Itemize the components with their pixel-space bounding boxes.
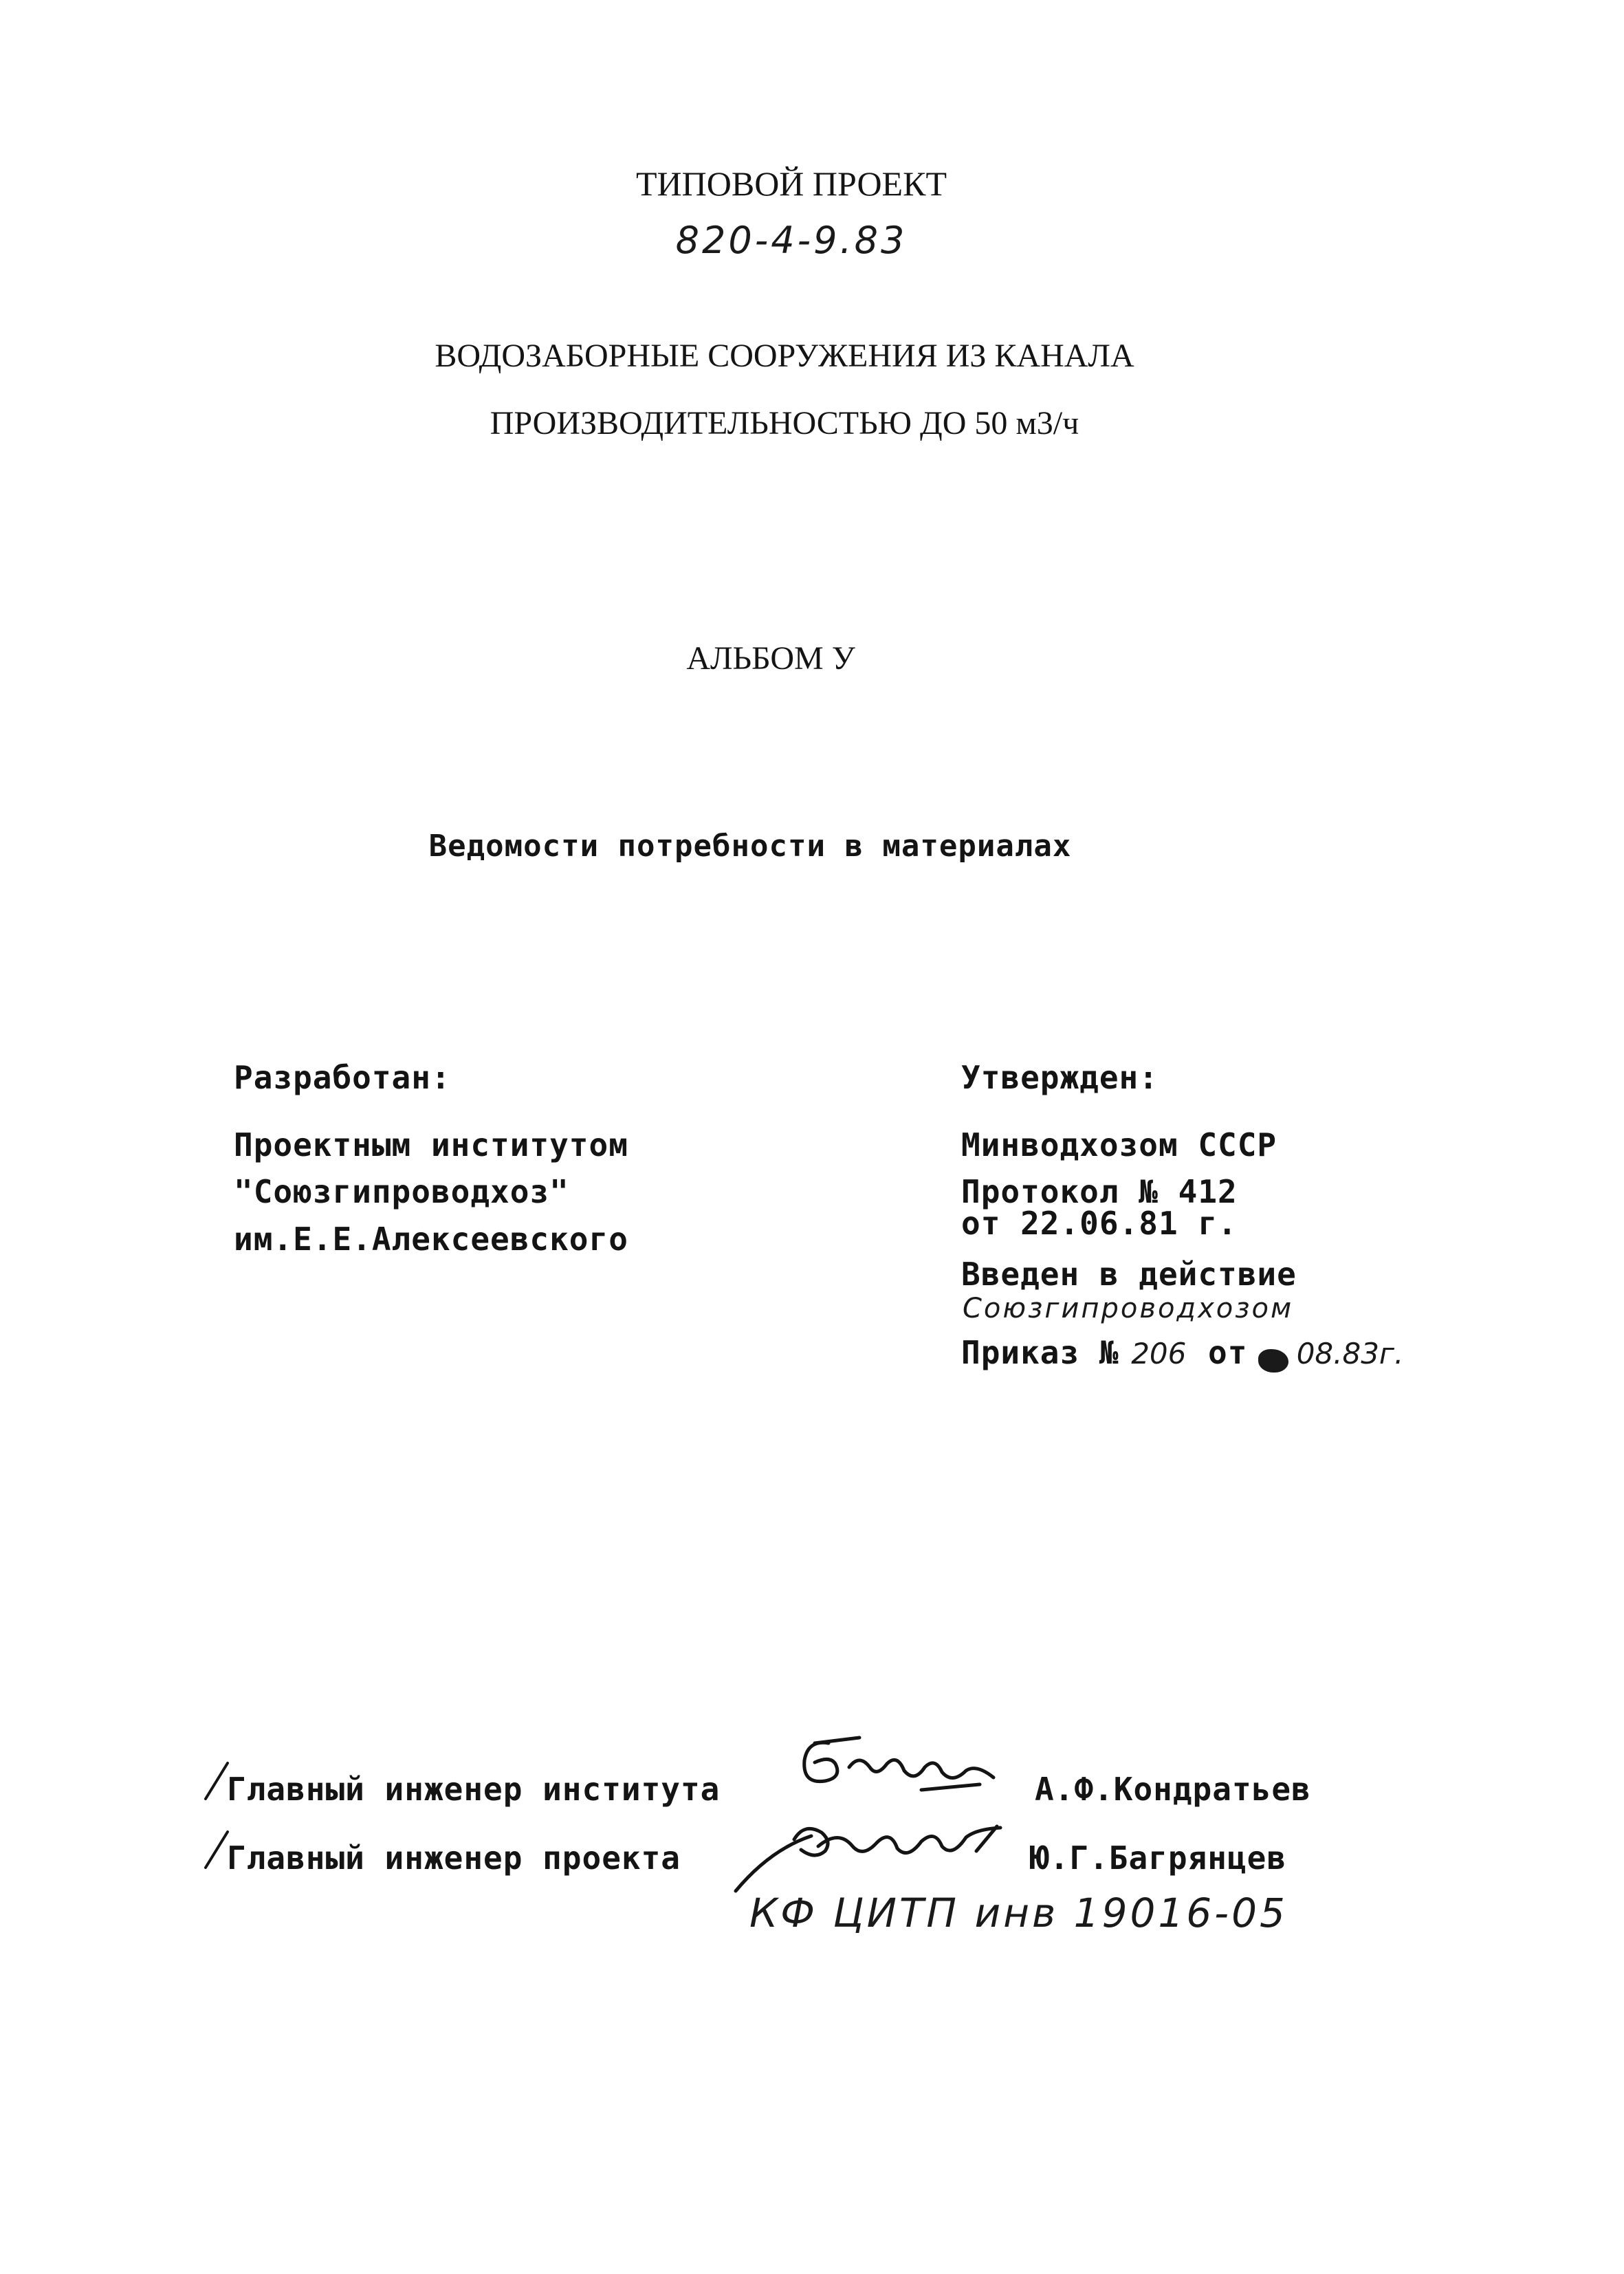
title-line-1: ВОДОЗАБОРНЫЕ СООРУЖЕНИЯ ИЗ КАНАЛА bbox=[435, 338, 1134, 374]
inventory-note: КФ ЦИТП инв 19016-05 bbox=[749, 1890, 1288, 1936]
document-subtitle: Ведомости потребности в материалах bbox=[428, 829, 1072, 864]
order-line bbox=[961, 1334, 1403, 1373]
order-prefix: Приказ № bbox=[961, 1334, 1119, 1371]
signature-2-name: Ю.Г.Багрянцев bbox=[1030, 1839, 1287, 1877]
approved-line-5-handwritten: Союзгипроводхозом bbox=[963, 1293, 1294, 1324]
developed-line-1: Проектным институтом bbox=[234, 1126, 628, 1163]
slash-mark-icon bbox=[203, 1829, 230, 1870]
approved-label: Утвержден: bbox=[961, 1059, 1159, 1096]
signature-1-scribble bbox=[794, 1729, 1000, 1805]
signature-2-scribble bbox=[729, 1808, 1018, 1898]
signature-1-role: Главный инженер института bbox=[227, 1771, 721, 1808]
approved-line-4: Введен в действие bbox=[961, 1256, 1297, 1293]
project-number: 820-4-9.83 bbox=[675, 219, 908, 262]
signature-2-role: Главный инженер проекта bbox=[227, 1839, 681, 1877]
approved-line-3: от 22.06.81 г. bbox=[961, 1205, 1238, 1242]
slash-mark-icon bbox=[203, 1760, 230, 1802]
order-from: от bbox=[1208, 1334, 1248, 1371]
project-type: ТИПОВОЙ ПРОЕКТ bbox=[635, 164, 947, 203]
order-date: 08.83г. bbox=[1296, 1337, 1404, 1370]
order-number: 206 bbox=[1131, 1337, 1187, 1370]
order-date-blot bbox=[1258, 1349, 1288, 1373]
signature-1-name: А.Ф.Кондратьев bbox=[1035, 1771, 1311, 1808]
approved-line-1: Минводхозом СССР bbox=[961, 1126, 1277, 1163]
album-label: АЛЬБОМ У bbox=[686, 640, 855, 677]
approved-line-2: Протокол № 412 bbox=[961, 1173, 1238, 1210]
developed-line-3: им.Е.Е.Алексеевского bbox=[234, 1221, 628, 1258]
title-line-2: ПРОИЗВОДИТЕЛЬНОСТЬЮ ДО 50 м3/ч bbox=[490, 405, 1079, 441]
developed-line-2: "Союзгипроводхоз" bbox=[234, 1173, 569, 1210]
developed-label: Разработан: bbox=[234, 1059, 451, 1096]
